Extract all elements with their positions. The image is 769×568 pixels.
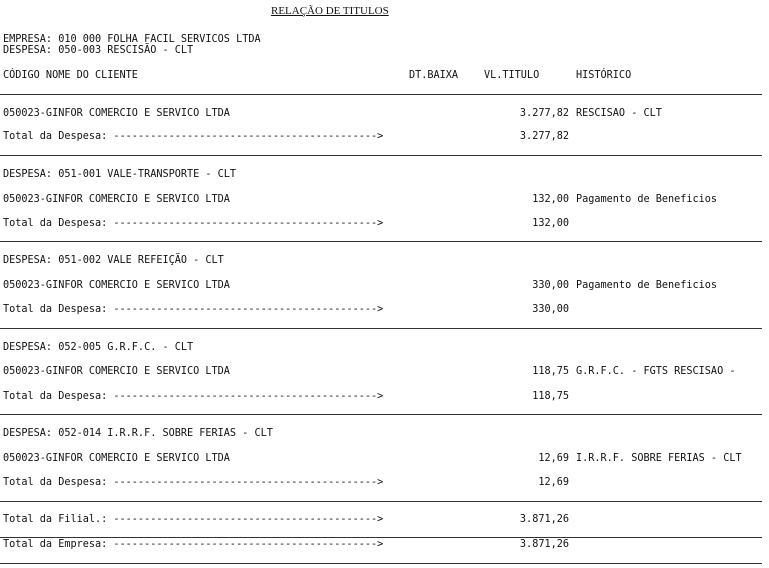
col-cliente-header: CÓDIGO NOME DO CLIENTE: [3, 70, 138, 81]
client-row-1: 050023-GINFOR COMERCIO E SERVICO LTDA: [3, 194, 230, 205]
despesa-header-1: DESPESA: 051-001 VALE-TRANSPORTE - CLT: [3, 169, 237, 180]
total-value-3: 118,75: [532, 391, 569, 402]
total-value-2: 330,00: [532, 304, 569, 315]
col-historico-header: HISTÓRICO: [576, 70, 632, 81]
group-rule-4: [0, 501, 762, 502]
group-rule-1: [0, 241, 762, 242]
filial-rule: [0, 537, 762, 538]
historico-1: Pagamento de Beneficios: [576, 194, 718, 205]
total-value-0: 3.277,82: [519, 131, 569, 142]
historico-2: Pagamento de Beneficios: [576, 280, 718, 291]
client-row-3: 050023-GINFOR COMERCIO E SERVICO LTDA: [3, 366, 230, 377]
client-row-0: 050023-GINFOR COMERCIO E SERVICO LTDA: [3, 108, 230, 119]
total-empresa-label: Total da Empresa: ------------------------------------------->: [3, 539, 384, 550]
group-rule-2: [0, 328, 762, 329]
total-label-1: Total da Despesa: ------------------------------------------->: [3, 218, 384, 229]
total-filial-value: 3.871,26: [519, 514, 569, 525]
client-row-2: 050023-GINFOR COMERCIO E SERVICO LTDA: [3, 280, 230, 291]
final-rule: [0, 563, 762, 564]
total-label-4: Total da Despesa: ------------------------------------------->: [3, 477, 384, 488]
col-vltitulo-header: VL.TITULO: [484, 70, 540, 81]
total-value-1: 132,00: [532, 218, 569, 229]
report-title: RELAÇÃO DE TITULOS: [271, 5, 389, 17]
header-rule: [0, 94, 762, 95]
group-rule-3: [0, 414, 762, 415]
col-dtbaixa-header: DT.BAIXA: [409, 70, 459, 81]
value-4: 12,69: [538, 453, 569, 464]
empresa-line: EMPRESA: 010 000 FOLHA FACIL SERVICOS LTDA: [3, 34, 261, 45]
value-1: 132,00: [532, 194, 569, 205]
total-label-0: Total da Despesa: ------------------------------------------->: [3, 131, 384, 142]
total-empresa-value: 3.871,26: [519, 539, 569, 550]
despesa-header-3: DESPESA: 052-005 G.R.F.C. - CLT: [3, 342, 194, 353]
client-row-4: 050023-GINFOR COMERCIO E SERVICO LTDA: [3, 453, 230, 464]
despesa-header-4: DESPESA: 052-014 I.R.R.F. SOBRE FERIAS - CLT: [3, 428, 273, 439]
total-label-3: Total da Despesa: ------------------------------------------->: [3, 391, 384, 402]
total-filial-label: Total da Filial.: ------------------------------------------->: [3, 514, 384, 525]
total-label-2: Total da Despesa: ------------------------------------------->: [3, 304, 384, 315]
total-value-4: 12,69: [538, 477, 569, 488]
despesa-header-0: DESPESA: 050-003 RESCISÃO - CLT: [3, 45, 194, 56]
historico-0: RESCISAO - CLT: [576, 108, 662, 119]
value-0: 3.277,82: [519, 108, 569, 119]
value-3: 118,75: [532, 366, 569, 377]
historico-3: G.R.F.C. - FGTS RESCISAO -: [576, 366, 736, 377]
historico-4: I.R.R.F. SOBRE FÉRIAS - CLT: [576, 453, 742, 464]
group-rule-0: [0, 155, 762, 156]
despesa-header-2: DESPESA: 051-002 VALE REFEIÇÃO - CLT: [3, 255, 224, 266]
value-2: 330,00: [532, 280, 569, 291]
